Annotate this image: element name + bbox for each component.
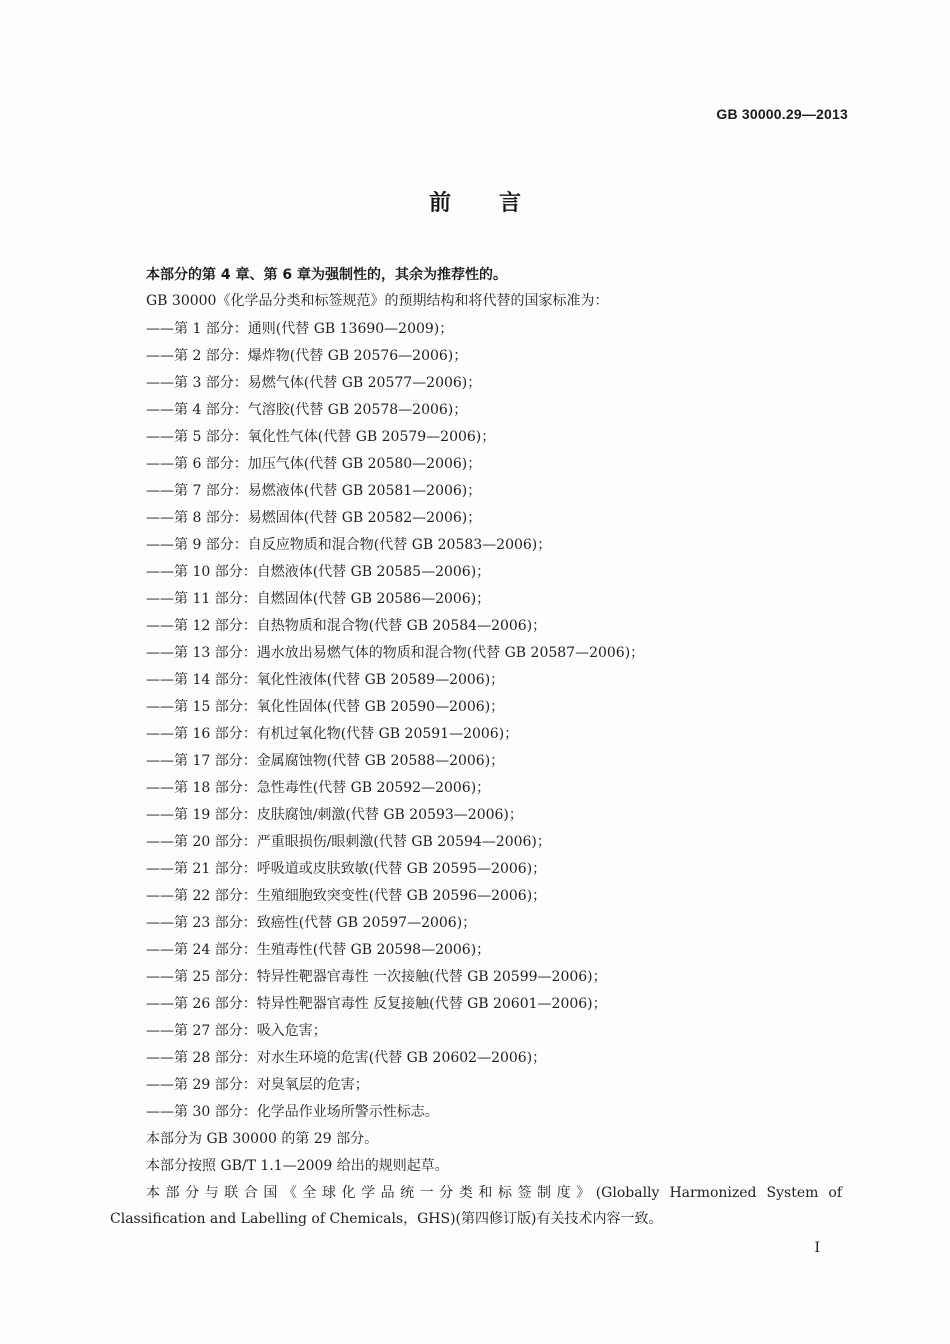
- list-item: ——第 28 部分：对水生环境的危害(代替 GB 20602—2006)；: [146, 1050, 547, 1066]
- list-item: ——第 24 部分：生殖毒性(代替 GB 20598—2006)；: [146, 942, 491, 958]
- list-item: ——第 8 部分：易燃固体(代替 GB 20582—2006)；: [146, 510, 482, 526]
- list-item: ——第 4 部分：气溶胶(代替 GB 20578—2006)；: [146, 402, 468, 418]
- list-item: ——第 15 部分：氧化性固体(代替 GB 20590—2006)；: [146, 699, 505, 715]
- standard-number: GB 30000.29—2013: [716, 106, 848, 122]
- list-item: ——第 21 部分：呼吸道或皮肤致敏(代替 GB 20595—2006)；: [146, 861, 547, 877]
- list-item: ——第 7 部分：易燃液体(代替 GB 20581—2006)；: [146, 483, 482, 499]
- list-item: ——第 29 部分：对臭氧层的危害；: [146, 1077, 369, 1093]
- list-item: ——第 11 部分：自燃固体(代替 GB 20586—2006)；: [146, 591, 491, 607]
- ghs-paragraph-line-2: Classification and Labelling of Chemicals，GHS)(第四修订版)有关技术内容一致。: [110, 1211, 663, 1227]
- parts-list: [146, 320, 644, 1130]
- page-title: 前言: [428, 191, 569, 216]
- list-item: ——第 5 部分：氧化性气体(代替 GB 20579—2006)；: [146, 429, 496, 445]
- part-of-paragraph: 本部分为 GB 30000 的第 29 部分。: [146, 1131, 379, 1147]
- mandatory-note: 本部分的第 4 章、第 6 章为强制性的，其余为推荐性的。: [146, 267, 507, 283]
- list-item: ——第 13 部分：遇水放出易燃气体的物质和混合物(代替 GB 20587—2006)；: [146, 645, 645, 661]
- ghs-paragraph-line-1: 本部分与联合国《全球化学品统一分类和标签制度》(Globally Harmonized System of: [146, 1185, 842, 1201]
- list-item: ——第 30 部分：化学品作业场所警示性标志。: [146, 1104, 439, 1120]
- list-item: ——第 2 部分：爆炸物(代替 GB 20576—2006)；: [146, 348, 468, 364]
- list-item: ——第 9 部分：自反应物质和混合物(代替 GB 20583—2006)；: [146, 537, 552, 553]
- drafting-paragraph: 本部分按照 GB/T 1.1—2009 给出的规则起草。: [146, 1158, 449, 1174]
- list-item: ——第 14 部分：氧化性液体(代替 GB 20589—2006)；: [146, 672, 505, 688]
- list-item: ——第 22 部分：生殖细胞致突变性(代替 GB 20596—2006)；: [146, 888, 547, 904]
- page-number: I: [814, 1240, 820, 1256]
- list-item: ——第 18 部分：急性毒性(代替 GB 20592—2006)；: [146, 780, 491, 796]
- list-item: ——第 10 部分：自燃液体(代替 GB 20585—2006)；: [146, 564, 491, 580]
- list-item: ——第 3 部分：易燃气体(代替 GB 20577—2006)；: [146, 375, 482, 391]
- list-item: ——第 6 部分：加压气体(代替 GB 20580—2006)；: [146, 456, 482, 472]
- list-item: ——第 23 部分：致癌性(代替 GB 20597—2006)；: [146, 915, 477, 931]
- list-item: ——第 12 部分：自热物质和混合物(代替 GB 20584—2006)；: [146, 618, 547, 634]
- list-item: ——第 20 部分：严重眼损伤/眼刺激(代替 GB 20594—2006)；: [146, 834, 551, 850]
- intro-paragraph: GB 30000《化学品分类和标签规范》的预期结构和将代替的国家标准为：: [146, 293, 609, 309]
- list-item: ——第 1 部分：通则(代替 GB 13690—2009)；: [146, 321, 454, 337]
- list-item: ——第 17 部分：金属腐蚀物(代替 GB 20588—2006)；: [146, 753, 505, 769]
- list-item: ——第 16 部分：有机过氧化物(代替 GB 20591—2006)；: [146, 726, 519, 742]
- list-item: ——第 26 部分：特异性靶器官毒性 反复接触(代替 GB 20601—2006)；: [146, 996, 607, 1012]
- list-item: ——第 19 部分：皮肤腐蚀/刺激(代替 GB 20593—2006)；: [146, 807, 523, 823]
- list-item: ——第 27 部分：吸入危害；: [146, 1023, 327, 1039]
- list-item: ——第 25 部分：特异性靶器官毒性 一次接触(代替 GB 20599—2006)；: [146, 969, 607, 985]
